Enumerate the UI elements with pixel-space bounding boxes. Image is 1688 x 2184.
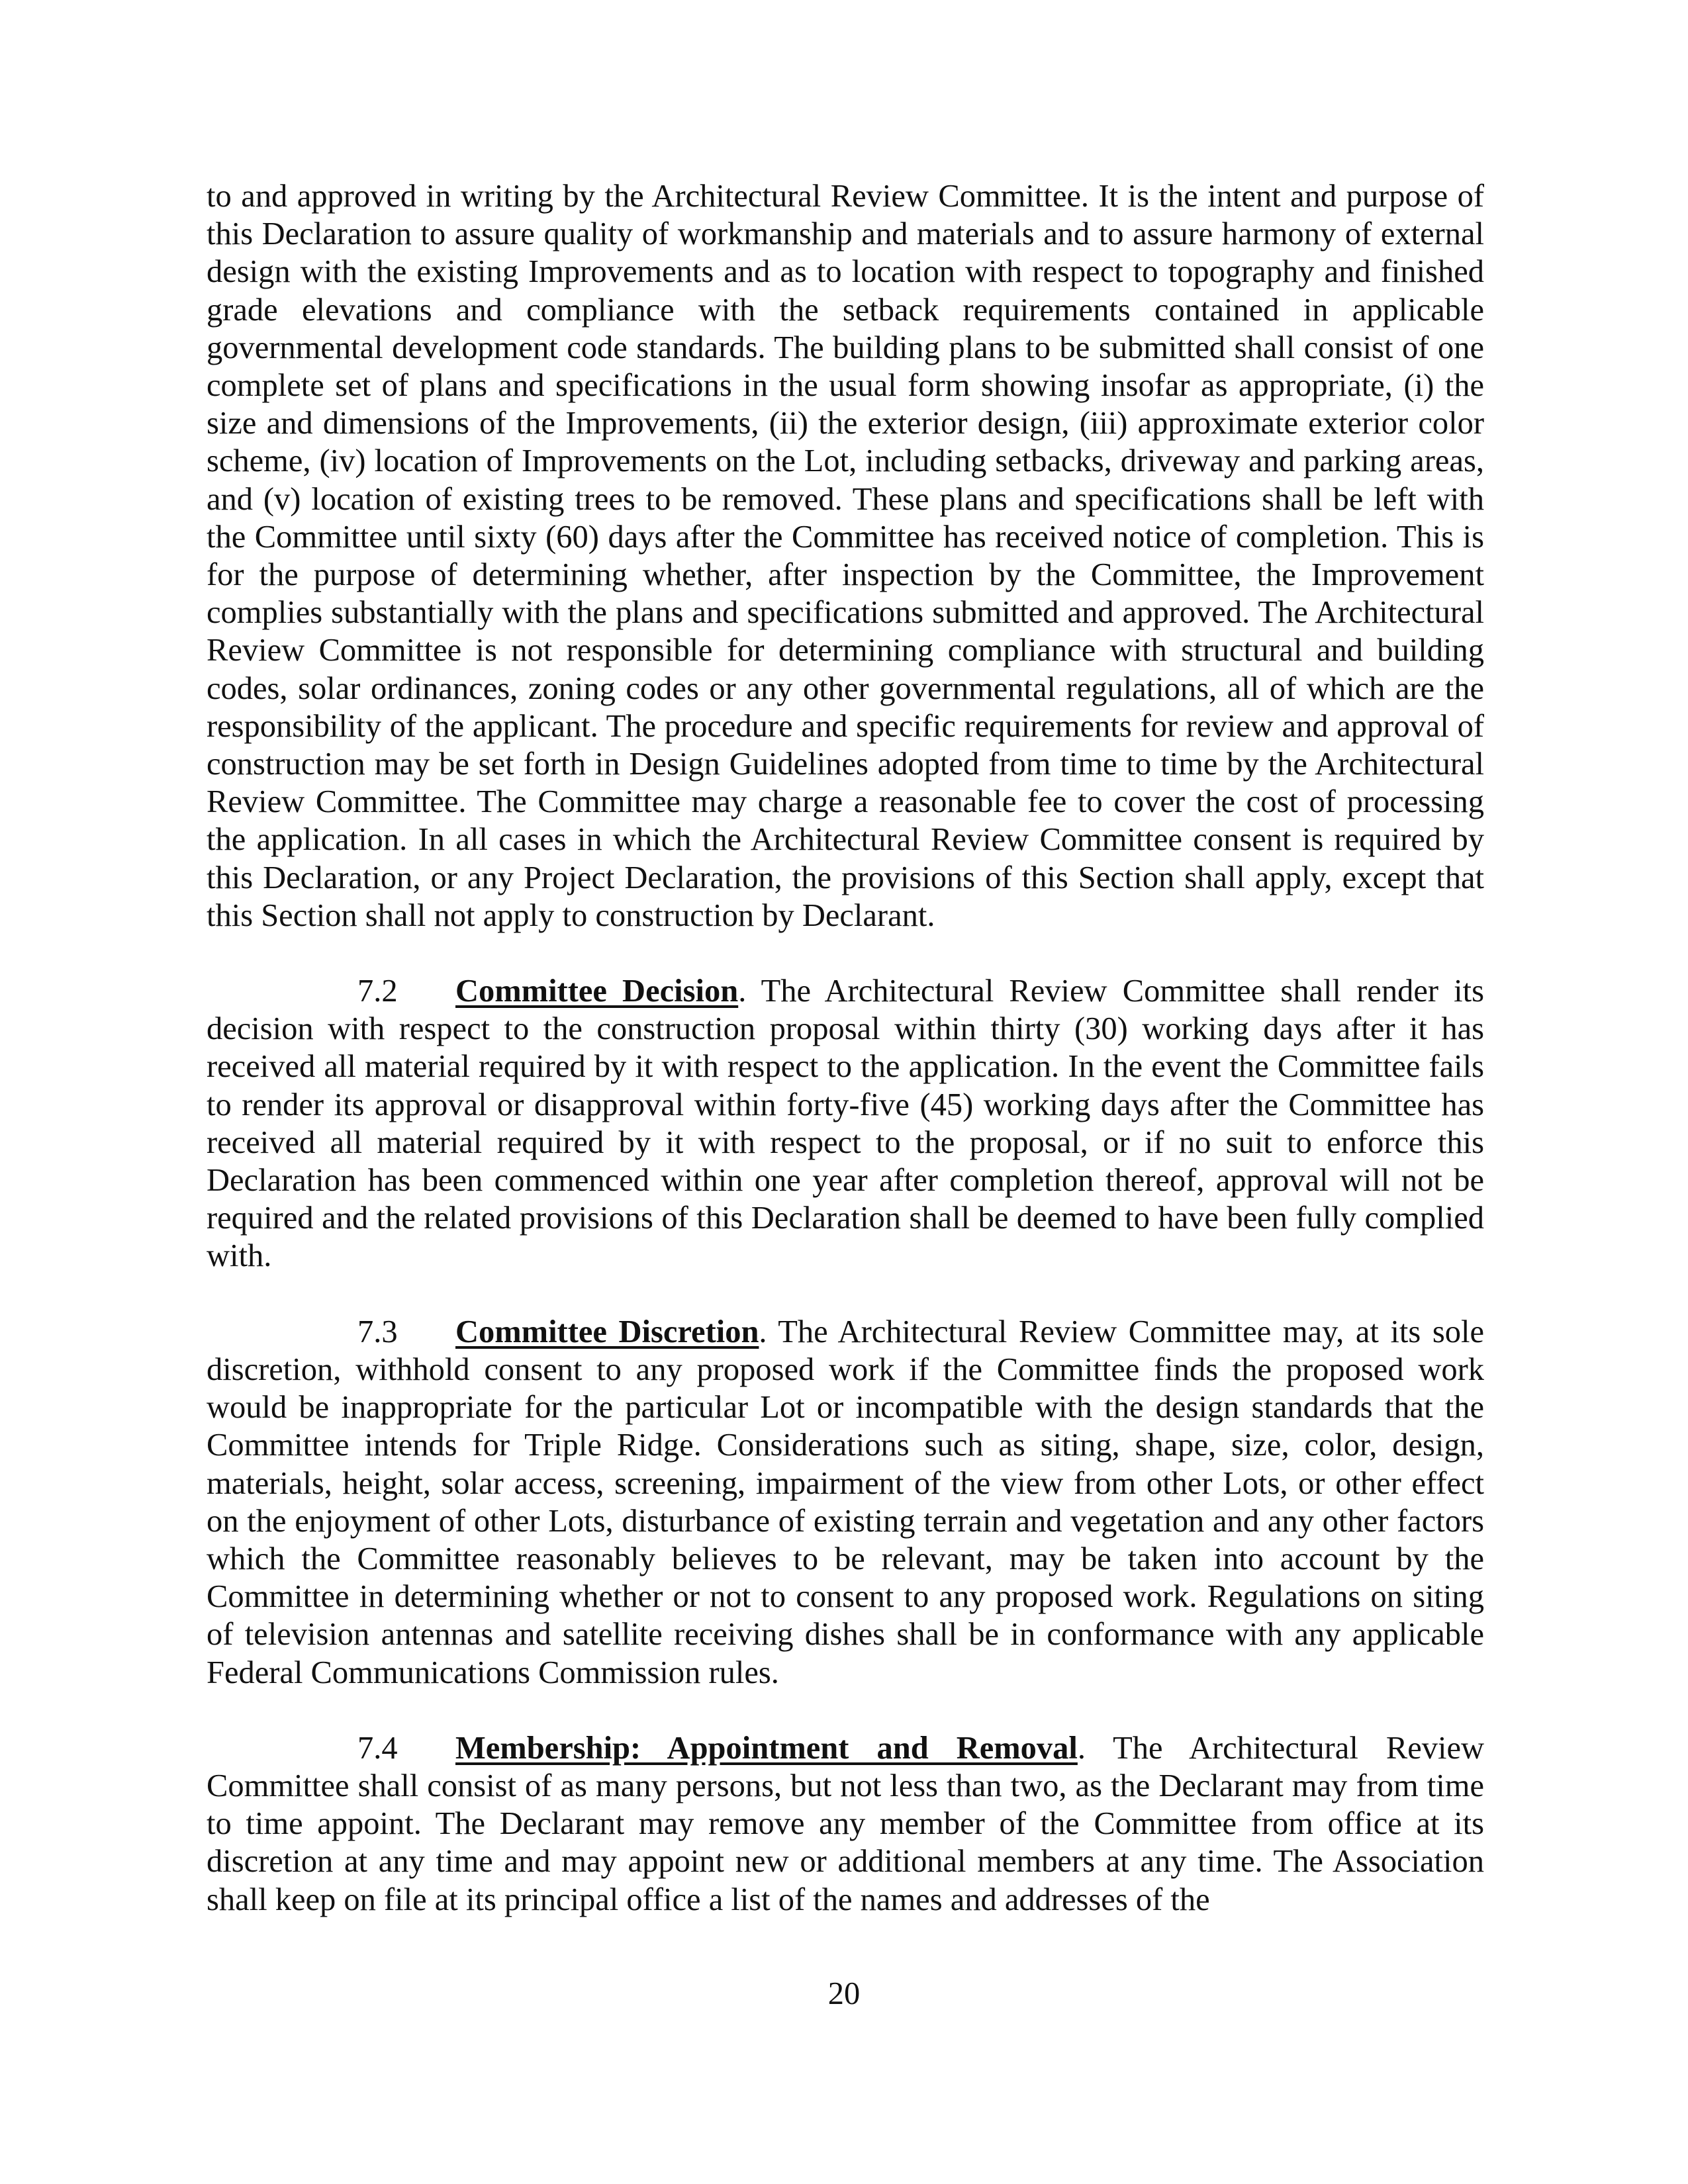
section-heading: Committee Decision bbox=[455, 974, 739, 1009]
section-body: The Architectural Review Committee shall render its decision with respect to the construction proposal within thirty (30) working days after it has received all material required by it with respect to the application. In the event the Committee fails to render its approval or disapproval within forty-five (45) working days after the Committee has received all material required by it with respect to the proposal, or if no suit to enforce this Declaration has been commenced within one year after completion thereof, approval will not be required and the related provisions of this Declaration shall be deemed to have been fully complied with. bbox=[207, 974, 1484, 1274]
section-7-3 bbox=[207, 1313, 1484, 1692]
section-body: The Architectural Review Committee may, at its sole discretion, withhold consent to any proposed work if the Committee finds the proposed work would be inappropriate for the particular Lot or incompatible with the design standards that the Committee intends for Triple Ridge. Considerations such as siting, shape, size, color, design, materials, height, solar access, screening, impairment of the view from other Lots, or other effect on the enjoyment of other Lots, disturbance of existing terrain and vegetation and any other factors which the Committee reasonably believes to be relevant, may be taken into account by the Committee in determining whether or not to consent to any proposed work. Regulations on siting of television antennas and satellite receiving dishes shall be in conformance with any applicable Federal Communications Commission rules. bbox=[207, 1314, 1484, 1690]
page-number: 20 bbox=[827, 1976, 861, 2011]
section-heading: Membership: Appointment and Removal bbox=[455, 1730, 1078, 1766]
section-number: 7.4 bbox=[357, 1730, 398, 1766]
section-number: 7.2 bbox=[357, 974, 398, 1009]
document-page bbox=[207, 177, 1484, 1956]
section-number: 7.3 bbox=[357, 1314, 398, 1349]
section-7-2 bbox=[207, 972, 1484, 1275]
section-7-4 bbox=[207, 1729, 1484, 1919]
section-heading-punct: . bbox=[1077, 1730, 1086, 1766]
section-heading-punct: . bbox=[738, 974, 747, 1009]
section-body: The Architectural Review Committee shall consist of as many persons, but not less than two, as the Declarant may from time to time appoint. The Declarant may remove any member of the Committee from office at its discretion at any time and may appoint new or additional members at any time. The Association shall keep on file at its principal office a list of the names and addresses of the bbox=[207, 1730, 1484, 1917]
section-heading: Committee Discretion bbox=[455, 1314, 759, 1349]
section-heading-punct: . bbox=[759, 1314, 767, 1349]
intro-paragraph: to and approved in writing by the Architectural Review Committee. It is the intent and purpose of this Declaration to assure quality of workmanship and materials and to assure harmony of external design with the existing Improvements and as to location with respect to topography and finished grade elevations and compliance with the setback requirements contained in applicable governmental development code standards. The building plans to be submitted shall consist of one complete set of plans and specifications in the usual form showing insofar as appropriate, (i) the size and dimensions of the Improvements, (ii) the exterior design, (iii) approximate exterior color scheme, (iv) location of Improvements on the Lot, including setbacks, driveway and parking areas, and (v) location of existing trees to be removed. These plans and specifications shall be left with the Committee until sixty (60) days after the Committee has received notice of completion. This is for the purpose of determining whether, after inspection by the Committee, the Improvement complies substantially with the plans and specifications submitted and approved. The Architectural Review Committee is not responsible for determining compliance with structural and building codes, solar ordinances, zoning codes or any other governmental regulations, all of which are the responsibility of the applicant. The procedure and specific requirements for review and approval of construction may be set forth in Design Guidelines adopted from time to time by the Architectural Review Committee. The Committee may charge a reasonable fee to cover the cost of processing the application. In all cases in which the Architectural Review Committee consent is required by this Declaration, or any Project Declaration, the provisions of this Section shall apply, except that this Section shall not apply to construction by Declarant. bbox=[207, 179, 1484, 933]
